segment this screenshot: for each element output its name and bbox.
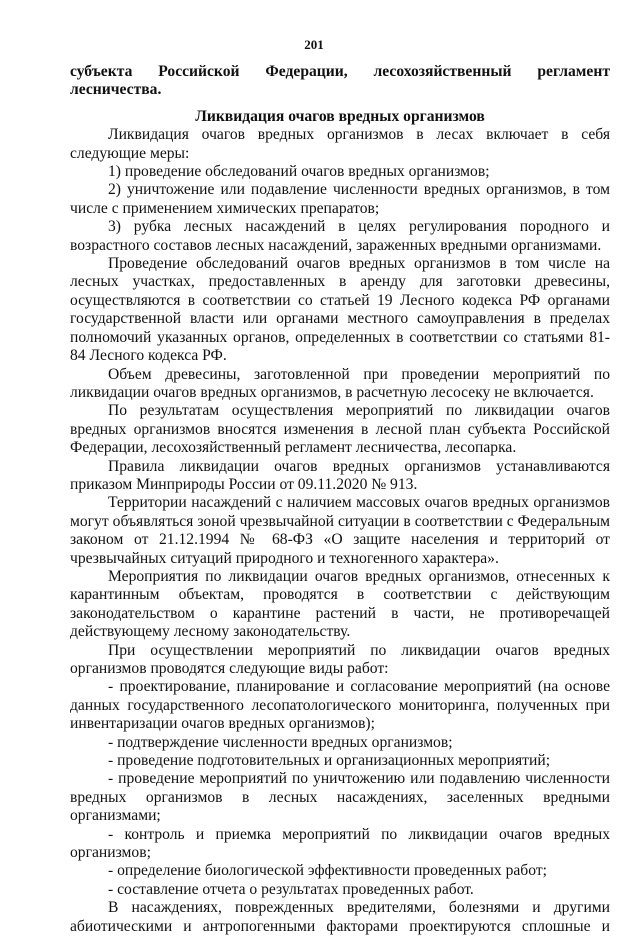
- section-heading: Ликвидация очагов вредных организмов: [195, 107, 485, 125]
- list-item-suppression: - проведение мероприятий по уничтожению или подавлению численности вредных организмов в лесных насаждениях, заселенных вредными организмами;: [70, 770, 610, 825]
- paragraph-quarantine: Мероприятия по ликвидации очагов вредных организмов, отнесенных к карантинным объектам, проводятся в соответствии с действующим законодательством о карантине растений в части, не противоречащей действующему лесному законодательству.: [70, 567, 610, 641]
- paragraph-damaged-stands: В насаждениях, поврежденных вредителями, болезнями и другими абиотическими и антропогенными факторами проектируются сплошные и: [70, 899, 610, 935]
- list-item-report: - составление отчета о результатах проведенных работ.: [108, 880, 474, 898]
- paragraph-surveys: Проведение обследований очагов вредных организмов в том числе на лесных участках, предоставленных в аренду для заготовки древесины, осуществляются в соответствии со статьей 19 Лесного кодекса РФ органами государственной власти или органами местного самоуправления в пределах полномочий указанных органов, определенных в соответствии со статьями 81-84 Лесного кодекса РФ.: [70, 255, 610, 365]
- list-item-design-planning: - проектирование, планирование и согласование мероприятий (на основе данных государственного лесопатологического мониторинга, полученных при инвентаризации очагов вредных организмов);: [70, 678, 610, 733]
- page-content: [70, 63, 610, 936]
- paragraph-emergency-zone: Территории насаждений с наличием массовых очагов вредных организмов могут объявляться зоной чрезвычайной ситуации в соответствии с Федеральным законом от 21.12.1994 № 68-ФЗ «О защите населения и территорий от чрезвычайных ситуаций природного и техногенного характера».: [70, 494, 610, 567]
- continuation-line: субъекта Российской Федерации, лесохозяйственный регламент лесничества.: [70, 63, 610, 99]
- list-item-efficiency: - определение биологической эффективности проведенных работ;: [108, 862, 547, 880]
- paragraph-measures-intro: Ликвидация очагов вредных организмов в лесах включает в себя следующие меры:: [70, 126, 610, 162]
- paragraph-rules-order: Правила ликвидации очагов вредных организмов устанавливаются приказом Минприроды России от 09.11.2020 № 913.: [70, 457, 610, 493]
- paragraph-work-types-intro: При осуществлении мероприятий по ликвидации очагов вредных организмов проводятся следующие виды работ:: [70, 641, 610, 677]
- list-item-preparation: - проведение подготовительных и организационных мероприятий;: [108, 752, 551, 770]
- paragraph-measure-3: 3) рубка лесных насаждений в целях регулирования породного и возрастного составов лесных насаждений, зараженных вредными организмами.: [70, 218, 610, 254]
- paragraph-plan-changes: По результатам осуществления мероприятий по ликвидации очагов вредных организмов вносятся изменения в лесной план субъекта Российской Федерации, лесохозяйственный регламент лесничества, лесопарка.: [70, 402, 610, 457]
- page-number: 201: [304, 37, 324, 52]
- list-item-control-acceptance: - контроль и приемка мероприятий по ликвидации очагов вредных организмов;: [70, 825, 610, 862]
- paragraph-measure-2: 2) уничтожение или подавление численности вредных организмов, в том числе с применением химических препаратов;: [70, 181, 610, 217]
- list-item-confirmation: - подтверждение численности вредных организмов;: [108, 733, 453, 751]
- paragraph-wood-volume: Объем древесины, заготовленной при проведении мероприятий по ликвидации очагов вредных организмов, в расчетную лесосеку не включается.: [70, 365, 610, 401]
- paragraph-measure-1: 1) проведение обследований очагов вредных организмов;: [108, 163, 490, 181]
